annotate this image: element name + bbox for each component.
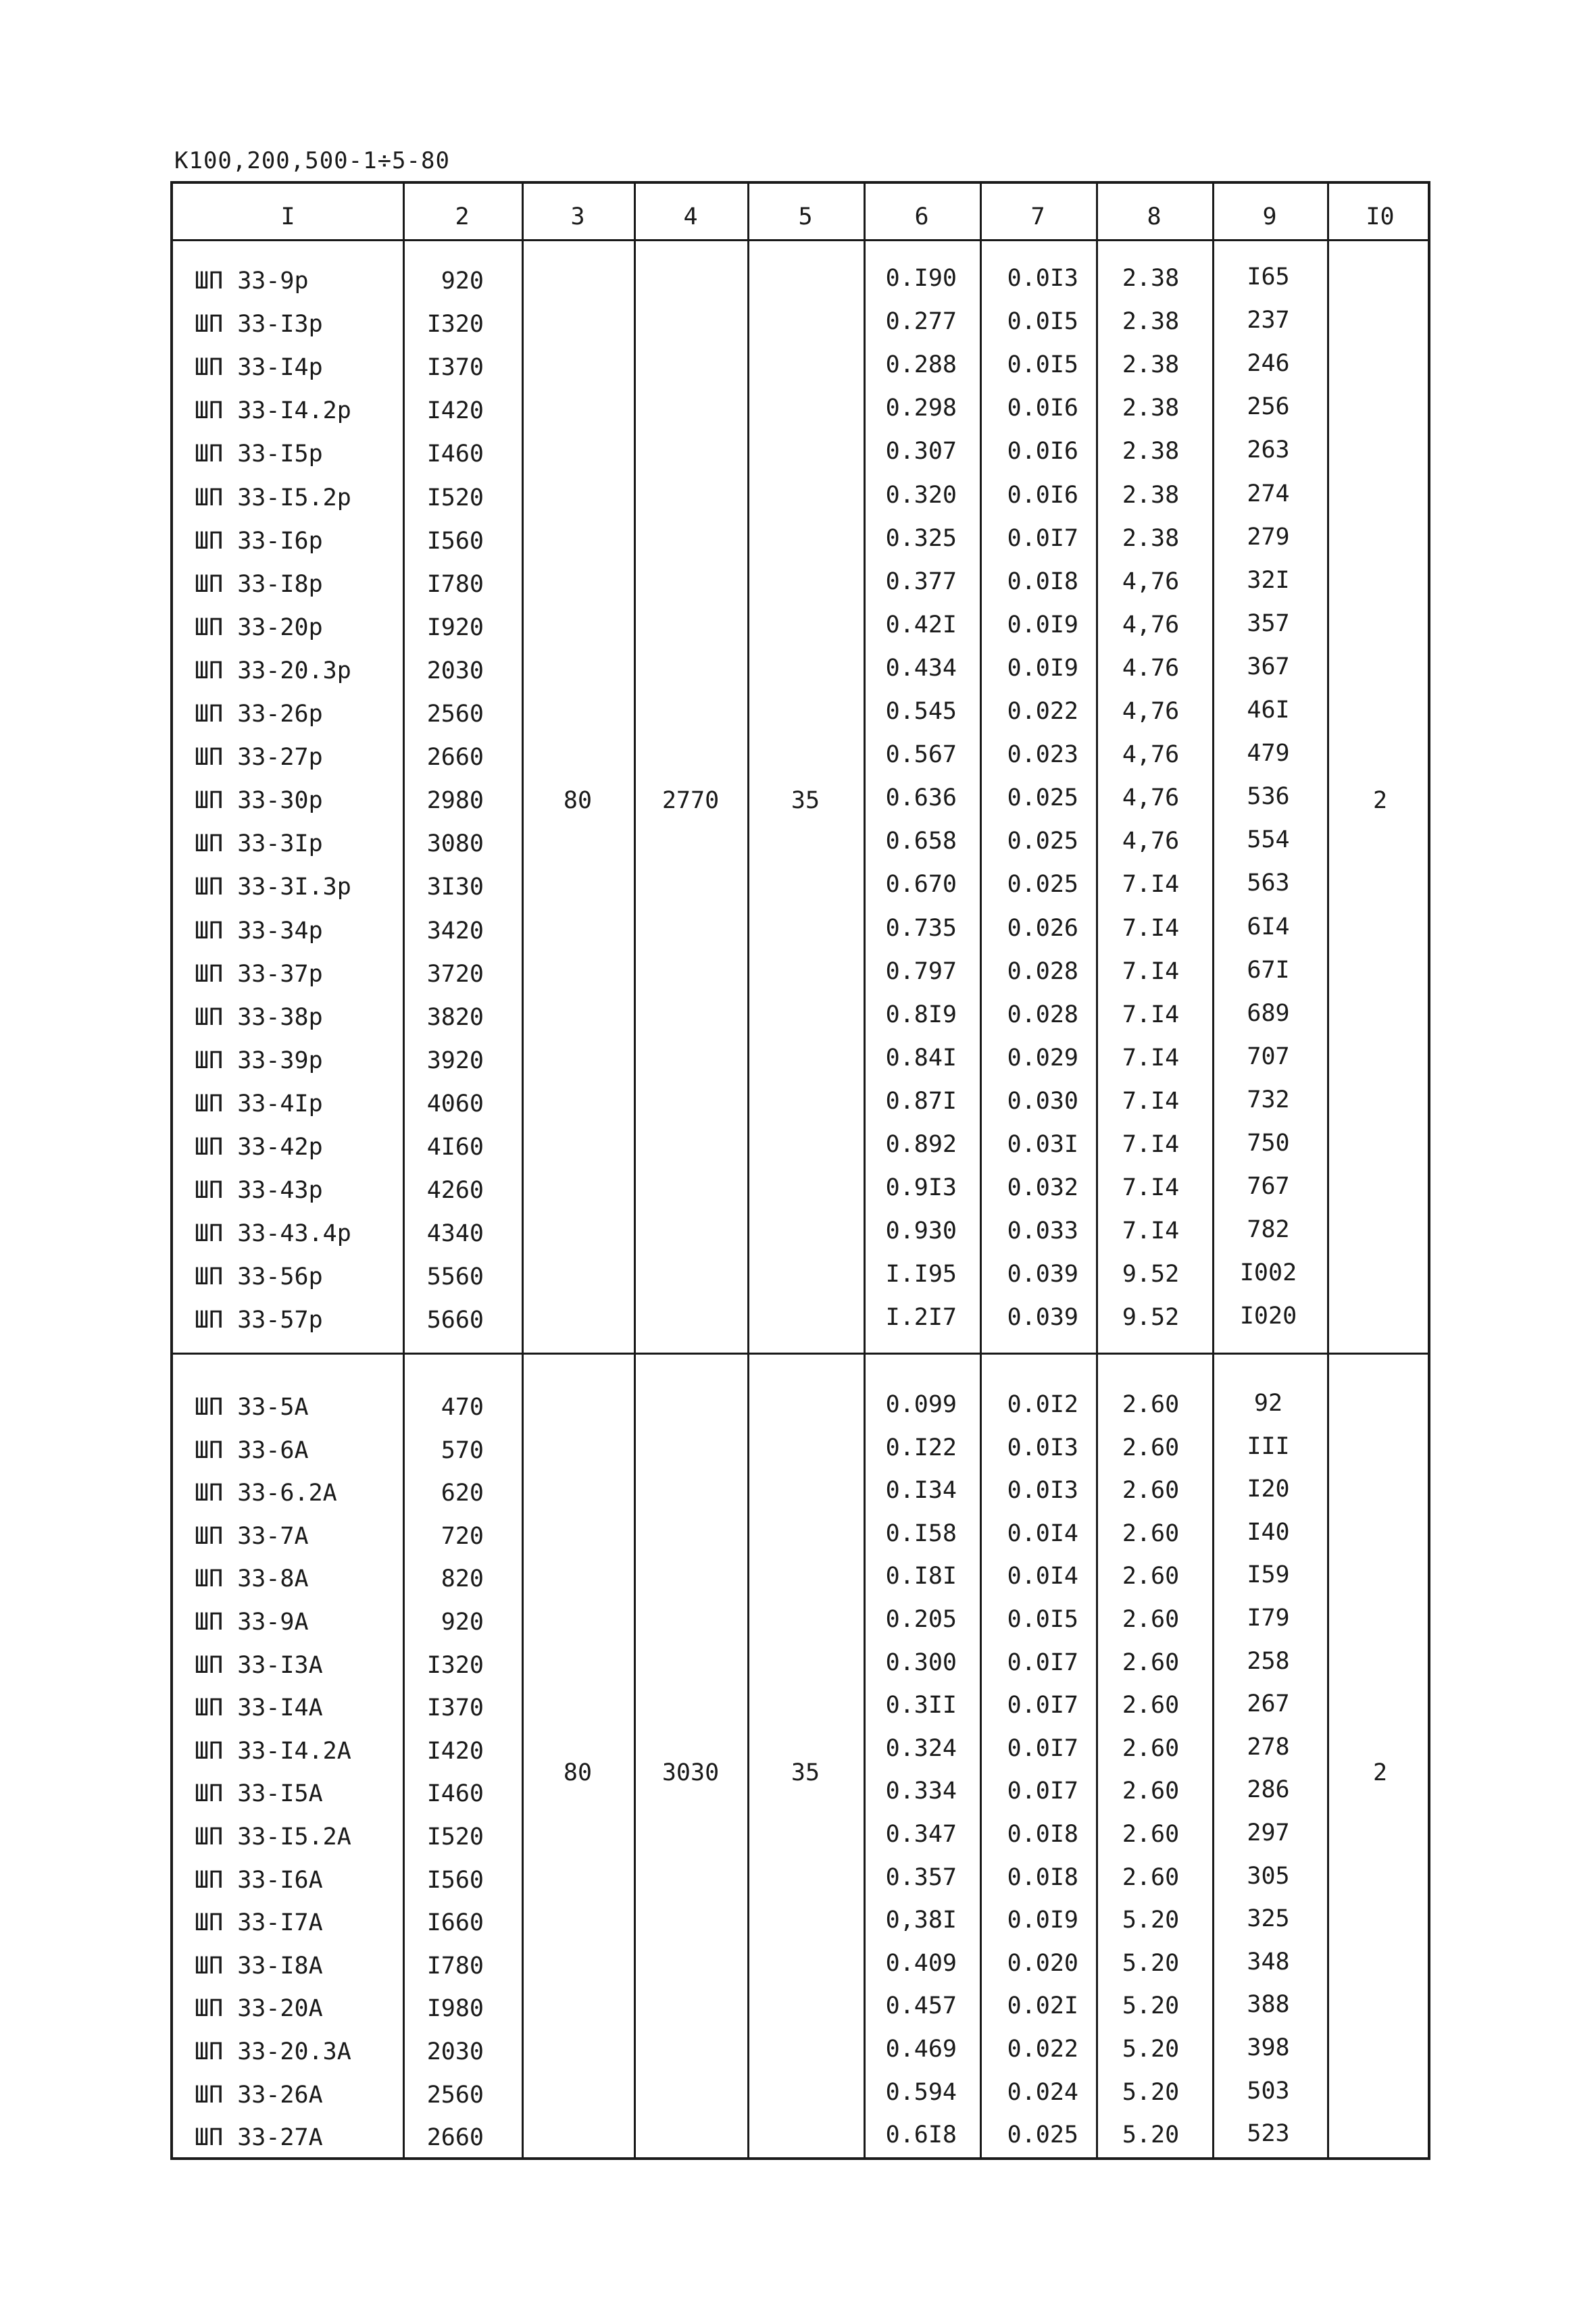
column-divider: [1096, 184, 1098, 2157]
row-col6-value: 0.324: [885, 1734, 957, 1762]
row-col8-value: 2.38: [1122, 438, 1180, 466]
row-col2-value: I370: [426, 354, 484, 382]
row-col7-value: 0.0I4: [1007, 1563, 1078, 1590]
column-divider: [747, 184, 749, 2157]
row-col2-value: I520: [426, 484, 484, 511]
row-col9-value: 563: [1247, 870, 1290, 897]
row-col2-value: I320: [426, 311, 484, 338]
row-col9-value: 279: [1247, 523, 1290, 551]
row-col8-value: 2.38: [1122, 524, 1180, 552]
row-col7-value: 0.0I8: [1007, 1863, 1078, 1891]
row-col6-value: 0.I34: [885, 1477, 957, 1505]
row-col2-value: 3420: [426, 917, 484, 945]
row-col8-value: 4,76: [1122, 568, 1180, 595]
row-designation: ШП 33-3I.3р: [195, 874, 351, 901]
row-col8-value: 2.38: [1122, 395, 1180, 422]
row-col6-value: 0.I8I: [885, 1563, 957, 1590]
row-col9-value: 256: [1247, 393, 1290, 421]
row-col9-value: 286: [1247, 1776, 1290, 1804]
row-col2-value: 5660: [426, 1307, 484, 1334]
row-col2-value: 2560: [426, 701, 484, 728]
row-col2-value: 3720: [426, 960, 484, 988]
row-col9-value: 689: [1247, 999, 1290, 1027]
row-col7-value: 0.0I7: [1007, 524, 1078, 552]
row-col7-value: 0.028: [1007, 1001, 1078, 1028]
row-col9-value: 367: [1247, 653, 1290, 680]
row-col9-value: 554: [1247, 826, 1290, 854]
row-col7-value: 0.0I2: [1007, 1391, 1078, 1418]
row-col2-value: I560: [426, 1866, 484, 1894]
row-designation: ШП 33-20р: [195, 613, 323, 641]
column-divider: [1212, 184, 1214, 2157]
row-col8-value: 9.52: [1122, 1261, 1180, 1288]
row-col6-value: 0.9I3: [885, 1174, 957, 1202]
row-col7-value: 0.024: [1007, 2078, 1078, 2106]
row-col9-value: I59: [1247, 1561, 1290, 1589]
row-col7-value: 0.023: [1007, 741, 1078, 769]
row-col6-value: 0.930: [885, 1217, 957, 1245]
row-col9-value: 767: [1247, 1173, 1290, 1201]
row-col7-value: 0.0I7: [1007, 1778, 1078, 1805]
row-designation: ШП 33-9А: [195, 1609, 309, 1636]
row-col7-value: 0.022: [1007, 2036, 1078, 2063]
row-col6-value: 0.I90: [885, 265, 957, 292]
row-col9-value: 305: [1247, 1862, 1290, 1890]
group-divider: [173, 1353, 1428, 1355]
row-col2-value: 4060: [426, 1090, 484, 1117]
column-header: 4: [683, 203, 698, 230]
row-designation: ШП 33-38р: [195, 1003, 323, 1031]
row-col2-value: 2560: [426, 2081, 484, 2109]
merged-col3-value: 80: [563, 1759, 593, 1786]
row-col6-value: 0.I22: [885, 1434, 957, 1461]
column-header: 9: [1262, 203, 1277, 230]
row-col2-value: I420: [426, 1737, 484, 1765]
row-designation: ШП 33-I8р: [195, 570, 323, 598]
row-col7-value: 0.022: [1007, 698, 1078, 725]
row-col8-value: 5.20: [1122, 1992, 1180, 2020]
row-col2-value: 570: [441, 1436, 484, 1464]
row-designation: ШП 33-20.3А: [195, 2038, 351, 2065]
row-col9-value: I65: [1247, 263, 1290, 291]
row-col6-value: 0.300: [885, 1649, 957, 1676]
row-col7-value: 0.028: [1007, 957, 1078, 985]
row-col9-value: 536: [1247, 783, 1290, 811]
row-designation: ШП 33-I5А: [195, 1780, 323, 1808]
column-divider: [403, 184, 405, 2157]
row-col8-value: 9.52: [1122, 1304, 1180, 1332]
row-col6-value: 0.288: [885, 351, 957, 379]
row-col9-value: I40: [1247, 1518, 1290, 1546]
row-col9-value: 237: [1247, 307, 1290, 334]
row-col2-value: 3920: [426, 1047, 484, 1074]
row-col2-value: 5560: [426, 1263, 484, 1291]
row-col2-value: I370: [426, 1694, 484, 1722]
row-col9-value: 388: [1247, 1991, 1290, 2019]
row-designation: ШП 33-I5.2р: [195, 484, 351, 511]
row-col8-value: 5.20: [1122, 2078, 1180, 2106]
row-col7-value: 0.0I7: [1007, 1649, 1078, 1676]
row-col8-value: 7.I4: [1122, 1217, 1180, 1245]
header-divider: [173, 239, 1428, 241]
row-col6-value: 0.099: [885, 1391, 957, 1418]
row-col6-value: I.2I7: [885, 1304, 957, 1332]
row-col6-value: 0.298: [885, 395, 957, 422]
row-col9-value: 6I4: [1247, 913, 1290, 940]
row-col2-value: 3820: [426, 1003, 484, 1031]
row-designation: ШП 33-42р: [195, 1134, 323, 1161]
row-col7-value: 0.029: [1007, 1044, 1078, 1072]
column-header: 7: [1030, 203, 1045, 230]
row-designation: ШП 33-27А: [195, 2124, 323, 2152]
row-col8-value: 2.60: [1122, 1563, 1180, 1590]
row-col2-value: I320: [426, 1651, 484, 1679]
row-col8-value: 7.I4: [1122, 1001, 1180, 1028]
row-col6-value: 0.594: [885, 2078, 957, 2106]
row-col6-value: 0.3II: [885, 1692, 957, 1719]
row-col8-value: 7.I4: [1122, 871, 1180, 899]
row-col8-value: 5.20: [1122, 1949, 1180, 1977]
row-col7-value: 0.0I5: [1007, 351, 1078, 379]
row-col2-value: 720: [441, 1522, 484, 1550]
row-col2-value: 2030: [426, 2038, 484, 2065]
row-col9-value: I002: [1239, 1259, 1297, 1287]
row-designation: ШП 33-56р: [195, 1263, 323, 1291]
row-col7-value: 0.0I7: [1007, 1692, 1078, 1719]
row-col8-value: 4,76: [1122, 784, 1180, 812]
merged-col5-value: 35: [791, 787, 820, 815]
row-designation: ШП 33-6А: [195, 1436, 309, 1464]
row-col6-value: 0.8I9: [885, 1001, 957, 1028]
row-col8-value: 2.60: [1122, 1692, 1180, 1719]
row-designation: ШП 33-I3А: [195, 1651, 323, 1679]
row-col7-value: 0.030: [1007, 1087, 1078, 1115]
row-col2-value: 470: [441, 1394, 484, 1421]
data-table: [170, 181, 1430, 2160]
row-designation: ШП 33-43.4р: [195, 1220, 351, 1248]
row-col6-value: 0.277: [885, 308, 957, 336]
row-designation: ШП 33-I5.2А: [195, 1823, 351, 1851]
row-col8-value: 7.I4: [1122, 1131, 1180, 1158]
row-col6-value: 0.377: [885, 568, 957, 595]
row-col2-value: 3080: [426, 830, 484, 858]
row-col8-value: 4,76: [1122, 698, 1180, 725]
row-col8-value: 2.60: [1122, 1778, 1180, 1805]
column-divider: [634, 184, 636, 2157]
row-col9-value: 325: [1247, 1905, 1290, 1933]
column-header: 5: [798, 203, 813, 230]
row-col8-value: 7.I4: [1122, 1044, 1180, 1072]
row-col6-value: 0.307: [885, 438, 957, 466]
row-designation: ШП 33-I5р: [195, 441, 323, 468]
row-col6-value: 0,38I: [885, 1907, 957, 1934]
merged-col10-value: 2: [1372, 1759, 1388, 1786]
row-col6-value: 0.457: [885, 1992, 957, 2020]
row-col2-value: I980: [426, 1995, 484, 2023]
row-col2-value: 820: [441, 1565, 484, 1593]
row-col8-value: 7.I4: [1122, 1087, 1180, 1115]
merged-col3-value: 80: [563, 787, 593, 815]
row-col7-value: 0.0I9: [1007, 654, 1078, 682]
row-col6-value: 0.84I: [885, 1044, 957, 1072]
row-col9-value: 357: [1247, 609, 1290, 637]
row-col6-value: 0.347: [885, 1821, 957, 1848]
row-col2-value: 2980: [426, 787, 484, 815]
row-col9-value: III: [1247, 1432, 1290, 1460]
row-col9-value: 92: [1253, 1390, 1283, 1417]
row-designation: ШП 33-I4.2А: [195, 1737, 351, 1765]
document-code: К100,200,500-1÷5-80: [174, 147, 450, 174]
row-col6-value: 0.I58: [885, 1519, 957, 1547]
row-col2-value: 920: [441, 1609, 484, 1636]
row-col9-value: 732: [1247, 1086, 1290, 1113]
row-col2-value: I560: [426, 527, 484, 555]
row-col7-value: 0.0I3: [1007, 1434, 1078, 1461]
row-col7-value: 0.025: [1007, 871, 1078, 899]
row-designation: ШП 33-39р: [195, 1047, 323, 1074]
row-col7-value: 0.0I9: [1007, 1907, 1078, 1934]
row-designation: ШП 33-30р: [195, 787, 323, 815]
row-col6-value: 0.6I8: [885, 2121, 957, 2149]
row-col6-value: 0.545: [885, 698, 957, 725]
row-col8-value: 2.60: [1122, 1391, 1180, 1418]
merged-col5-value: 35: [791, 1759, 820, 1786]
row-col2-value: I460: [426, 441, 484, 468]
row-col6-value: 0.334: [885, 1778, 957, 1805]
column-header: 6: [914, 203, 929, 230]
column-header: 2: [455, 203, 470, 230]
row-col2-value: 620: [441, 1480, 484, 1507]
row-col9-value: 278: [1247, 1733, 1290, 1761]
row-col8-value: 5.20: [1122, 1907, 1180, 1934]
column-header: I0: [1366, 203, 1395, 230]
row-col2-value: 2660: [426, 744, 484, 772]
row-designation: ШП 33-37р: [195, 960, 323, 988]
row-col7-value: 0.020: [1007, 1949, 1078, 1977]
row-col9-value: 267: [1247, 1690, 1290, 1718]
row-col2-value: 4260: [426, 1177, 484, 1205]
row-col8-value: 4,76: [1122, 828, 1180, 855]
row-col7-value: 0.026: [1007, 914, 1078, 942]
row-designation: ШП 33-I6А: [195, 1866, 323, 1894]
column-header: 8: [1147, 203, 1162, 230]
row-col6-value: 0.325: [885, 524, 957, 552]
row-col7-value: 0.0I6: [1007, 395, 1078, 422]
row-col9-value: 297: [1247, 1819, 1290, 1846]
row-designation: ШП 33-7А: [195, 1522, 309, 1550]
row-col7-value: 0.0I7: [1007, 1734, 1078, 1762]
merged-col10-value: 2: [1372, 787, 1388, 815]
row-col9-value: 503: [1247, 2077, 1290, 2105]
row-designation: ШП 33-20.3р: [195, 657, 351, 684]
row-col8-value: 2.60: [1122, 1734, 1180, 1762]
row-designation: ШП 33-9р: [195, 268, 309, 295]
row-col6-value: 0.735: [885, 914, 957, 942]
row-col9-value: 46I: [1247, 697, 1290, 724]
row-designation: ШП 33-43р: [195, 1177, 323, 1205]
row-col7-value: 0.025: [1007, 828, 1078, 855]
row-col6-value: 0.434: [885, 654, 957, 682]
row-col2-value: I520: [426, 1823, 484, 1851]
row-col7-value: 0.0I5: [1007, 1606, 1078, 1633]
row-designation: ШП 33-6.2А: [195, 1480, 337, 1507]
row-col7-value: 0.0I8: [1007, 568, 1078, 595]
row-designation: ШП 33-27р: [195, 744, 323, 772]
row-col7-value: 0.0I9: [1007, 611, 1078, 638]
row-col9-value: 348: [1247, 1948, 1290, 1976]
row-col8-value: 2.38: [1122, 351, 1180, 379]
row-col7-value: 0.0I3: [1007, 1477, 1078, 1505]
row-col8-value: 5.20: [1122, 2121, 1180, 2149]
row-designation: ШП 33-I8А: [195, 1952, 323, 1980]
row-col8-value: 7.I4: [1122, 1174, 1180, 1202]
row-col7-value: 0.0I6: [1007, 438, 1078, 466]
row-col7-value: 0.0I6: [1007, 481, 1078, 509]
row-col9-value: 398: [1247, 2034, 1290, 2061]
row-designation: ШП 33-8А: [195, 1565, 309, 1593]
row-col8-value: 2.38: [1122, 265, 1180, 292]
row-col9-value: 479: [1247, 740, 1290, 768]
row-col6-value: I.I95: [885, 1261, 957, 1288]
row-col2-value: 3I30: [426, 874, 484, 901]
column-header: 3: [570, 203, 585, 230]
column-header: I: [280, 203, 295, 230]
row-col2-value: 4340: [426, 1220, 484, 1248]
row-designation: ШП 33-26р: [195, 701, 323, 728]
row-col2-value: 2030: [426, 657, 484, 684]
row-col9-value: 258: [1247, 1647, 1290, 1675]
row-col8-value: 2.60: [1122, 1606, 1180, 1633]
row-col6-value: 0.42I: [885, 611, 957, 638]
merged-col4-value: 3030: [662, 1759, 720, 1786]
row-col2-value: 4I60: [426, 1134, 484, 1161]
row-designation: ШП 33-5А: [195, 1394, 309, 1421]
row-col6-value: 0.892: [885, 1131, 957, 1158]
row-designation: ШП 33-I4.2р: [195, 397, 351, 425]
row-col7-value: 0.039: [1007, 1261, 1078, 1288]
row-designation: ШП 33-I6р: [195, 527, 323, 555]
row-designation: ШП 33-4Iр: [195, 1090, 323, 1117]
row-col9-value: 246: [1247, 350, 1290, 378]
row-col2-value: I420: [426, 397, 484, 425]
row-col6-value: 0.797: [885, 957, 957, 985]
row-col7-value: 0.033: [1007, 1217, 1078, 1245]
row-col8-value: 2.60: [1122, 1434, 1180, 1461]
row-col6-value: 0.87I: [885, 1087, 957, 1115]
row-col6-value: 0.670: [885, 871, 957, 899]
row-col8-value: 2.38: [1122, 308, 1180, 336]
row-col6-value: 0.409: [885, 1949, 957, 1977]
row-col2-value: I660: [426, 1909, 484, 1937]
merged-col4-value: 2770: [662, 787, 720, 815]
row-col9-value: 67I: [1247, 956, 1290, 984]
row-col8-value: 7.I4: [1122, 957, 1180, 985]
row-designation: ШП 33-I4А: [195, 1694, 323, 1722]
column-divider: [1327, 184, 1329, 2157]
row-col9-value: 263: [1247, 436, 1290, 464]
row-col8-value: 2.60: [1122, 1649, 1180, 1676]
row-col9-value: 750: [1247, 1130, 1290, 1157]
row-col7-value: 0.039: [1007, 1304, 1078, 1332]
row-col8-value: 4.76: [1122, 654, 1180, 682]
row-col2-value: I780: [426, 1952, 484, 1980]
row-col7-value: 0.0I8: [1007, 1821, 1078, 1848]
row-designation: ШП 33-20А: [195, 1995, 323, 2023]
row-designation: ШП 33-I7А: [195, 1909, 323, 1937]
row-col9-value: 274: [1247, 480, 1290, 507]
row-col6-value: 0.469: [885, 2036, 957, 2063]
column-divider: [864, 184, 866, 2157]
row-col7-value: 0.032: [1007, 1174, 1078, 1202]
column-divider: [980, 184, 982, 2157]
row-col9-value: I79: [1247, 1605, 1290, 1632]
row-col8-value: 2.60: [1122, 1519, 1180, 1547]
row-designation: ШП 33-I4р: [195, 354, 323, 382]
row-col9-value: I020: [1239, 1303, 1297, 1330]
row-col8-value: 2.60: [1122, 1863, 1180, 1891]
row-col9-value: 523: [1247, 2120, 1290, 2148]
row-col7-value: 0.03I: [1007, 1131, 1078, 1158]
row-col2-value: 2660: [426, 2124, 484, 2152]
row-col6-value: 0.636: [885, 784, 957, 812]
row-col9-value: 32I: [1247, 566, 1290, 594]
row-col8-value: 5.20: [1122, 2036, 1180, 2063]
row-designation: ШП 33-57р: [195, 1307, 323, 1334]
row-col2-value: I460: [426, 1780, 484, 1808]
row-designation: ШП 33-I3р: [195, 311, 323, 338]
row-col8-value: 2.38: [1122, 481, 1180, 509]
row-col7-value: 0.0I4: [1007, 1519, 1078, 1547]
row-col7-value: 0.025: [1007, 784, 1078, 812]
row-designation: ШП 33-26А: [195, 2081, 323, 2109]
row-col7-value: 0.0I3: [1007, 265, 1078, 292]
row-col8-value: 2.60: [1122, 1821, 1180, 1848]
row-col6-value: 0.320: [885, 481, 957, 509]
row-col9-value: I20: [1247, 1476, 1290, 1503]
row-col2-value: 920: [441, 268, 484, 295]
column-divider: [522, 184, 524, 2157]
row-col8-value: 4,76: [1122, 611, 1180, 638]
row-col2-value: I920: [426, 613, 484, 641]
row-col7-value: 0.0I5: [1007, 308, 1078, 336]
row-col2-value: I780: [426, 570, 484, 598]
row-col6-value: 0.658: [885, 828, 957, 855]
row-col6-value: 0.567: [885, 741, 957, 769]
row-col8-value: 2.60: [1122, 1477, 1180, 1505]
row-designation: ШП 33-3Iр: [195, 830, 323, 858]
row-col8-value: 4,76: [1122, 741, 1180, 769]
row-designation: ШП 33-34р: [195, 917, 323, 945]
row-col6-value: 0.357: [885, 1863, 957, 1891]
row-col9-value: 707: [1247, 1042, 1290, 1070]
row-col7-value: 0.025: [1007, 2121, 1078, 2149]
row-col7-value: 0.02I: [1007, 1992, 1078, 2020]
row-col6-value: 0.205: [885, 1606, 957, 1633]
row-col9-value: 782: [1247, 1216, 1290, 1244]
row-col8-value: 7.I4: [1122, 914, 1180, 942]
